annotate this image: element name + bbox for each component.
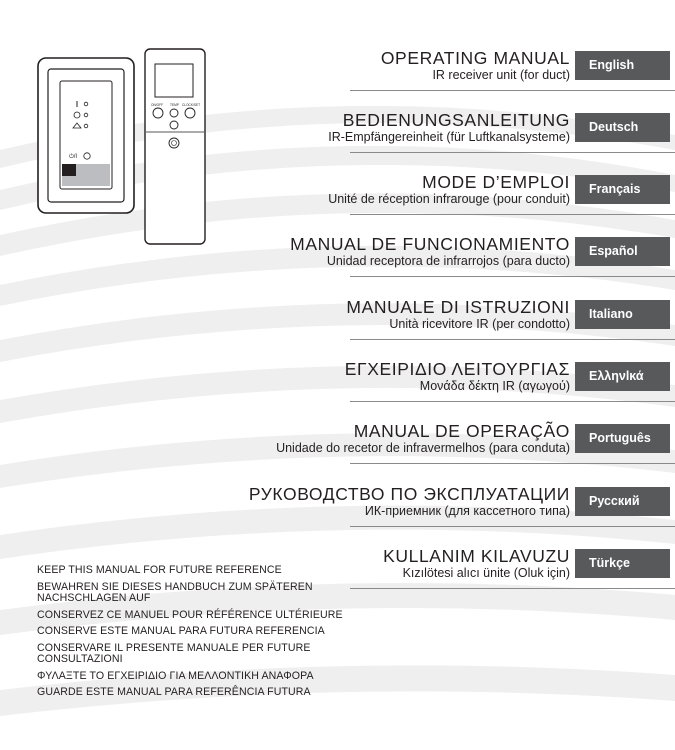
divider [350,152,675,153]
manual-subtitle: Unità ricevitore IR (per condotto) [389,317,570,331]
manual-title: MANUALE DI ISTRUZIONI [346,297,570,317]
keep-manual-text: BEWAHREN SIE DIESES HANDBUCH ZUM SPÄTEREN NACHSCHLAGEN AUF [37,580,313,604]
keep-manual-text: CONSERVE ESTE MANUAL PARA FUTURA REFERENCIA [37,625,325,637]
ir-receiver-illustration [37,57,135,214]
remote-label-onoff: ON/OFF [151,103,164,107]
keep-manual-text: GUARDE ESTE MANUAL PARA REFERÊNCIA FUTURA [37,686,311,698]
language-badge: Français [575,175,670,204]
manual-title: РУКОВОДСТВО ПО ЭКСПЛУАТАЦИИ [248,484,570,504]
manual-subtitle: ИК-приемник (для кассетного типа) [364,504,570,518]
divider [350,90,675,91]
keep-manual-text: CONSERVEZ CE MANUEL POUR RÉFÉRENCE ULTÉRIEURE [37,608,343,621]
svg-text:⏻/I: ⏻/I [69,154,78,160]
language-badge: Português [575,424,670,453]
remote-label-clock: CLOCK/SET [182,103,201,107]
manual-subtitle: Kızılötesi alıcı ünite (Oluk için) [402,566,570,580]
divider [350,214,675,215]
keep-manual-text: CONSERVARE IL PRESENTE MANUALE PER FUTURE CONSULTAZIONI [37,641,311,665]
manual-subtitle: Unidade do recetor de infravermelhos (para conduta) [276,441,570,455]
divider [350,401,675,402]
manual-subtitle: IR receiver unit (for duct) [432,68,570,82]
divider [350,339,675,340]
keep-manual-text: ΦΥΛΑΞΤΕ ΤΟ ΕΓΧΕΙΡΙΔΙΟ ΓΙΑ ΜΕΛΛΟΝΤΙΚΗ ΑΝΑΦΟΡΑ [37,669,314,682]
language-badge: Türkçe [575,549,670,578]
divider [350,526,675,527]
manual-subtitle: IR-Empfängereinheit (für Luftkanalsysteme) [328,130,570,144]
manual-title: ΕΓΧΕΙΡΙΔΙΟ ΛΕΙΤΟΥΡΓΙΑΣ [344,359,570,379]
language-badge: Ελληνlκά [575,362,670,391]
manual-title: KULLANIM KILAVUZU [383,546,570,566]
language-badge: Italiano [575,300,670,329]
manual-title: MODE D’EMPLOI [422,172,570,192]
manual-subtitle: Unité de réception infrarouge (pour conduit) [328,192,570,206]
manual-title: OPERATING MANUAL [380,48,570,68]
lang-row-italiano [170,297,675,359]
manual-subtitle: Unidad receptora de infrarrojos (para ducto) [326,254,570,268]
divider [350,276,675,277]
lang-row-espanol [170,234,675,296]
lang-row-portugues [170,421,675,483]
keep-manual-notice [37,565,347,704]
manual-title: MANUAL DE FUNCIONAMIENTO [290,234,570,254]
language-badge: English [575,51,670,80]
divider [350,588,675,589]
divider [350,463,675,464]
keep-manual-text: KEEP THIS MANUAL FOR FUTURE REFERENCE [37,564,282,576]
language-badge: Español [575,237,670,266]
lang-row-russian [170,484,675,546]
language-badge: Deutsch [575,113,670,142]
lang-row-deutsch [170,110,675,172]
remote-label-temp: TEMP [170,103,179,107]
lang-row-greek [170,359,675,421]
manual-title: MANUAL DE OPERAÇÃO [353,421,570,441]
manual-title: BEDIENUNGSANLEITUNG [342,110,570,130]
lang-row-english [170,48,675,110]
lang-row-francais [170,172,675,234]
language-badge: Русский [575,487,670,516]
manual-subtitle: Μονάδα δέκτη IR (αγωγού) [419,379,570,393]
